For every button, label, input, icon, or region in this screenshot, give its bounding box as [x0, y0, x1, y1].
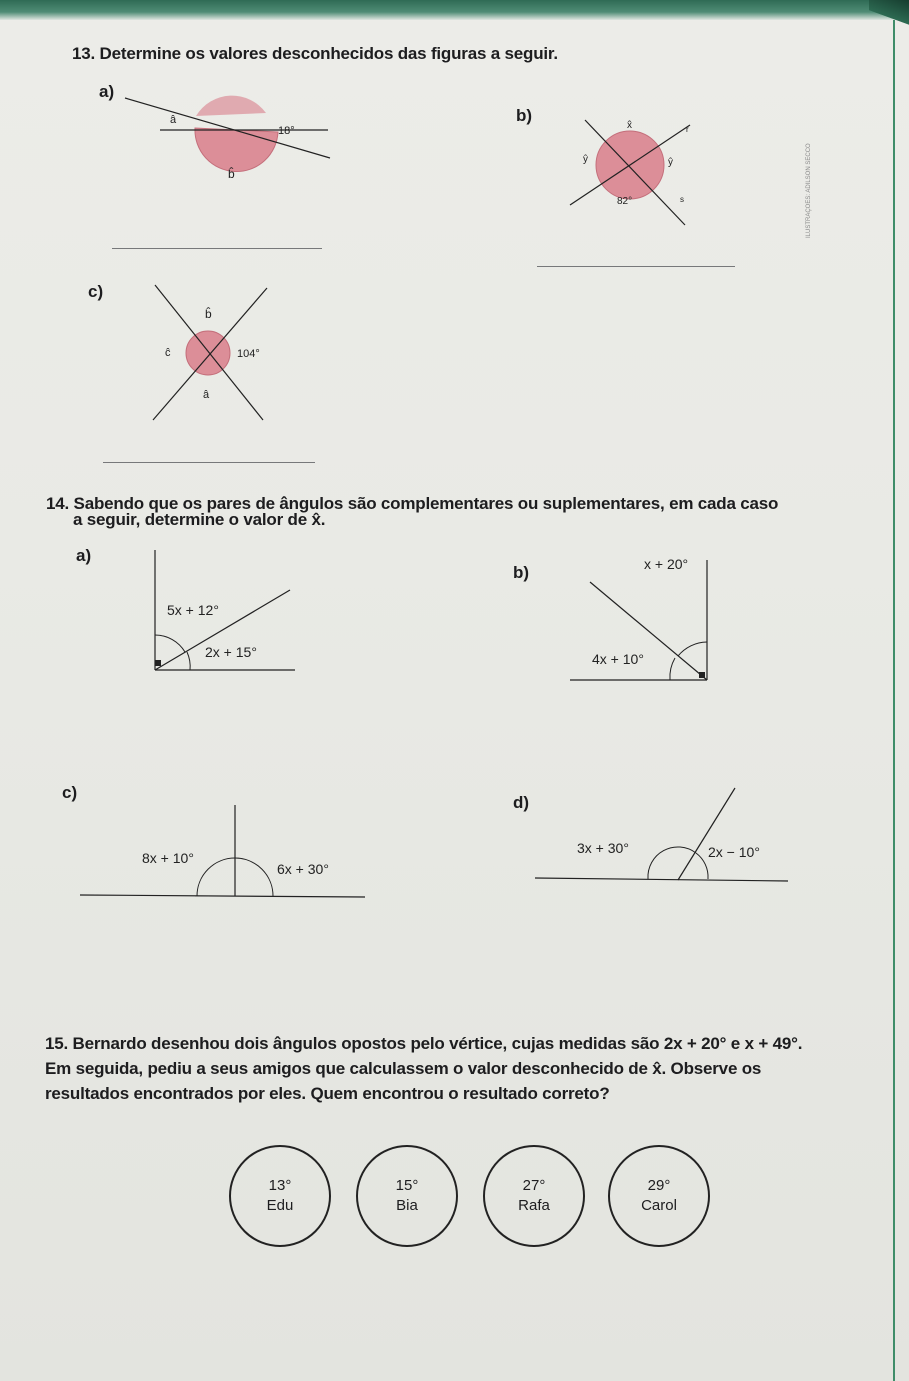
q14a-label: a): [76, 546, 92, 565]
q13b-figure: [565, 110, 715, 230]
q13b-line-r-label: r: [686, 125, 689, 134]
margin-line: [893, 20, 895, 1381]
q13a-label: a): [99, 82, 115, 101]
q13c-angle-value: 104°: [237, 348, 260, 360]
answer-option-edu[interactable]: [229, 1145, 331, 1247]
q14a-figure: [145, 545, 305, 680]
q13b-label: b): [516, 106, 533, 125]
corner-decoration: [869, 0, 909, 30]
question-15-line3: resultados encontrados por eles. Quem encontrou o resultado correto?: [45, 1084, 610, 1103]
q13c-label: c): [88, 282, 104, 301]
q14b-top-expression: x + 20°: [644, 556, 689, 572]
question-15-line2: Em seguida, pediu a seus amigos que calculassem o valor desconhecido de x̂. Observe os: [45, 1059, 762, 1078]
q14b-arc-top: [678, 642, 707, 656]
answer-name: Bia: [396, 1197, 418, 1214]
answer-value: 27°: [522, 1177, 546, 1194]
q13a-hat-b: b̂: [228, 167, 235, 181]
question-14-title-line2: a seguir, determine o valor de x̂.: [73, 510, 326, 529]
question-15-line1: 15. Bernardo desenhou dois ângulos opostos pelo vértice, cujas medidas são 2x + 20° e x + 49°.: [45, 1034, 803, 1053]
q14d-label: d): [513, 793, 530, 812]
top-color-band: [0, 0, 909, 20]
q14b-right-angle-mark: [699, 672, 705, 678]
answer-value: 13°: [268, 1177, 292, 1194]
q14c-left-expression: 8x + 10°: [142, 850, 194, 866]
illustration-credit: ILUSTRAÇÕES: ADILSON SECCO: [806, 143, 812, 238]
q14a-top-expression: 5x + 12°: [167, 602, 219, 618]
q13a-shaded-top: [196, 96, 266, 116]
q14a-arc-bottom: [187, 652, 190, 670]
q13c-hat-a: â: [203, 389, 210, 401]
q14d-figure: [530, 785, 795, 885]
q13c-hat-b: b̂: [205, 307, 212, 321]
question-14-title: 14. Sabendo que os pares de ângulos são complementares ou suplementares, em cada caso: [46, 494, 779, 513]
q13c-hat-c: ĉ: [165, 347, 171, 359]
q13b-answer-line: [537, 266, 735, 267]
q13a-figure: [110, 90, 340, 190]
answer-value: 29°: [647, 1177, 671, 1194]
answer-option-rafa[interactable]: [483, 1145, 585, 1247]
answer-name: Edu: [266, 1197, 294, 1214]
q13a-answer-line: [112, 248, 322, 249]
q14b-figure: [560, 552, 720, 687]
q14b-bottom-expression: 4x + 10°: [592, 651, 644, 667]
q13a-shaded-angle: [195, 128, 278, 172]
q13b-hat-x: x̂: [627, 120, 632, 131]
q13c-figure: [145, 280, 275, 430]
q14b-label: b): [513, 563, 530, 582]
q14c-figure: [75, 795, 375, 905]
q13b-line-s-label: s: [680, 195, 684, 204]
answer-option-carol[interactable]: [608, 1145, 710, 1247]
q14d-left-expression: 3x + 30°: [577, 840, 629, 856]
q13b-hat-y-right: ŷ: [668, 157, 673, 168]
answer-value: 15°: [395, 1177, 419, 1194]
q14b-arc-bottom: [670, 658, 675, 680]
q14a-right-angle-mark: [155, 660, 161, 666]
answer-name: Rafa: [518, 1197, 550, 1214]
q13b-angle-value: 82°: [617, 196, 633, 207]
q14c-right-expression: 6x + 30°: [277, 861, 329, 877]
answer-option-bia[interactable]: [356, 1145, 458, 1247]
answer-name: Carol: [641, 1197, 677, 1214]
q14a-arc-top: [155, 635, 185, 652]
q14d-right-expression: 2x − 10°: [708, 844, 760, 860]
q13a-hat-a: â: [170, 114, 177, 126]
question-13-title: 13. Determine os valores desconhecidos das figuras a seguir.: [72, 44, 558, 63]
q13c-answer-line: [103, 462, 315, 463]
q14d-base-line: [535, 878, 788, 881]
q14c-label: c): [62, 783, 78, 802]
q13b-hat-y-left: ŷ: [583, 154, 588, 165]
q14a-bottom-expression: 2x + 15°: [205, 644, 257, 660]
q14d-arc-right: [696, 853, 708, 879]
q13a-angle-value: 18°: [278, 125, 295, 137]
